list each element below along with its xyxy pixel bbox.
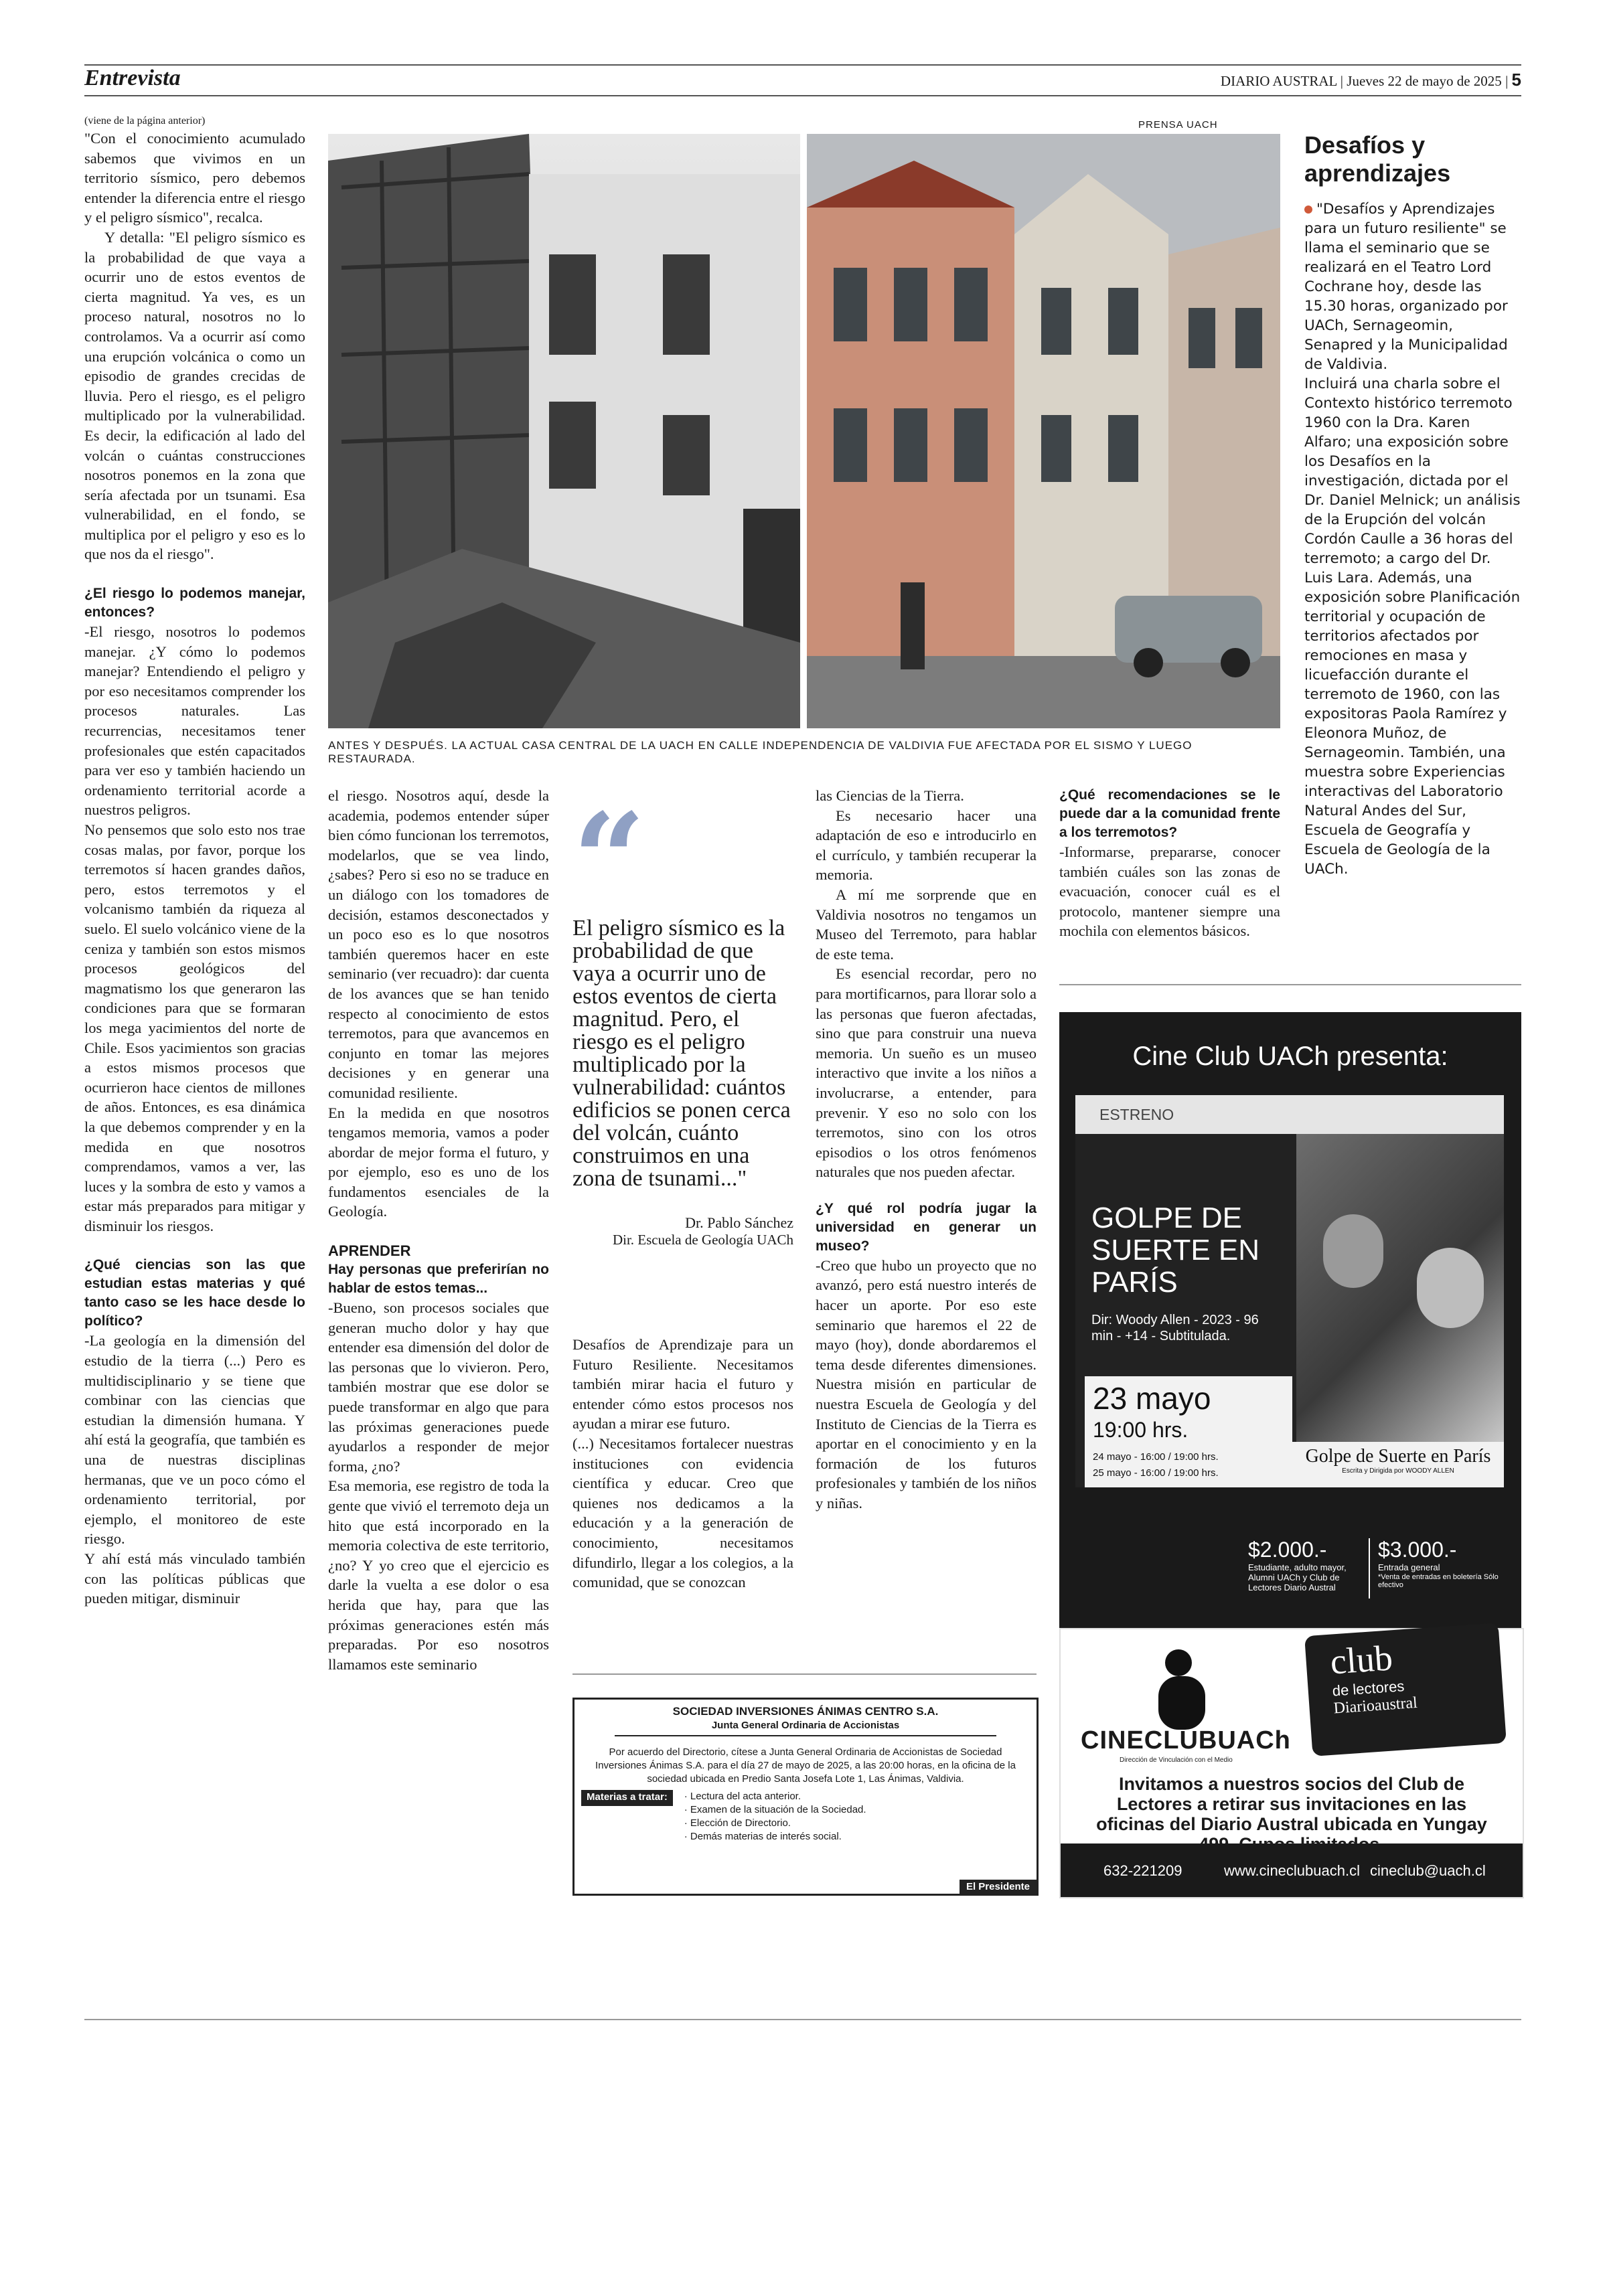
price-2-note: Entrada general: [1378, 1562, 1440, 1572]
cine-club-logo: CINECLUBUACh: [1081, 1726, 1291, 1754]
sidebar-paragraph: Incluirá una charla sobre el Contexto histórico terremoto 1960 con la Dra. Karen Alfaro; una exposición sobre los Desafíos en la investigación, dictada por el Dr. Daniel Melnick; un análisis de la Erupción del volcán Cordón Caulle a 36 horas del terremoto; a cargo del Dr. Luis Lara. Además, una exposición sobre Planificación territorial y ocupación de territorios afectados por remociones en masa y licuefacción durante el terremoto de 1960, con las expositoras Paola Ramírez y Eleonora Muñoz, de Sernageomin. También, una muestra sobre Experiencias interactivas del Laboratorio Natural Andes del Sur, Escuela de Geografía y Escuela de Geología de la UACh.: [1304, 376, 1521, 878]
actor-face-2: [1417, 1248, 1484, 1328]
notice-sign: El Presidente: [960, 1880, 1037, 1894]
actor-face-1: [1323, 1214, 1383, 1288]
article-column-3: [572, 1335, 793, 1592]
club-card-brand: Diarioaustral: [1332, 1694, 1418, 1718]
notice-item: · Lectura del acta anterior.: [690, 1790, 866, 1803]
film-camera-icon: [1152, 1649, 1219, 1736]
quote-text: El peligro sísmico es la probabilidad de que vaya a ocurrir uno de estos eventos de cierta magnitud. Pero, el riesgo es el peligro multiplicado por la vulnerabilidad: cuántos edificios se ponen cerca del volcán, cuánto construimos en una zona de tsunami...": [572, 916, 791, 1191]
screening-date: 23 mayo: [1093, 1381, 1211, 1416]
paragraph: -Creo que hubo un proyecto que no avanzó, pero está nuestro interés de hacer un aporte. Por eso este seminario que haremos el 22 de mayo (hoy), donde abordaremos el tema desde diferentes dimensiones. Nuestra misión en particular de nuestra Escuela de Geología y del Instituto de Ciencias de la Tierra es aportar en el conocimiento y en la formación de los futuros profesionales y también de los niños y niñas.: [816, 1256, 1037, 1511]
paragraph: el riesgo. Nosotros aquí, desde la academia, podemos entender súper bien cómo funcionan los terremotos, modelarlos, que se vea lindo, ¿sabes? Pero si eso no se traduce en un diálogo con los tomadores de decisión, estamos desconectados y un poco eso es lo que nosotros también queremos hacer en este seminario (ver recuadro): dar cuenta de los avances que se han tenido respecto al conocimiento de estos terremotos, para que avancemos en conjunto en tomar las mejores decisiones y en generar una comunidad resiliente.: [328, 787, 549, 1101]
paragraph: -La geología en la dimensión del estudio de la tierra (...) Pero es multidisciplinario y se tiene que combinar con las ciencias que estudian la dimensión humana. Y ahí está la geografía, que también es una de nuestras disciplinas hermanas, que ve un poco cómo el ordenamiento territorial, por ejemplo, el monitoreo de este riesgo.: [84, 1332, 305, 1548]
paragraph: Es necesario hacer una adaptación de eso e introducirlo en el currículo, y también recuperar la memoria.: [816, 807, 1037, 884]
paragraph: "Con el conocimiento acumulado sabemos que vivimos en un territorio sísmico, pero debemos entender la diferencia entre el riesgo y el peligro sísmico", recalca.: [84, 130, 305, 226]
paper-name: DIARIO AUSTRAL: [1220, 73, 1337, 89]
screening-extra: 25 mayo - 16:00 / 19:00 hrs.: [1093, 1467, 1219, 1479]
contact-web: www.cineclubuach.cl: [1224, 1862, 1360, 1879]
notice-item: · Demás materias de interés social.: [690, 1830, 866, 1843]
subheading: APRENDER: [328, 1242, 411, 1260]
paragraph: En la medida en que nosotros tengamos memoria, vamos a poder abordar de mejor forma el futuro, y por ejemplo, eso es uno de los fundamentos esenciales de la Geología.: [328, 1104, 549, 1220]
cine-club-ad: [1059, 1012, 1521, 1628]
price-2: $3.000.-: [1378, 1538, 1457, 1562]
sidebar-text: "Desafíos y Aprendizajes para un futuro resiliente" se llama el seminario que se realizará en el Teatro Lord Cochrane hoy, desde las 15.30 horas, organizado por UACh, Sernageomin, Senapred y la Municipalidad de Valdivia.: [1304, 201, 1508, 373]
screening-time: 19:00 hrs.: [1093, 1418, 1189, 1442]
sidebar-paragraph: [1304, 199, 1521, 374]
before-photo-image: [328, 134, 800, 728]
paragraph: Y detalla: "El peligro sísmico es la probabilidad de que vaya a ocurrir uno de estos eventos de cierta magnitud. Ya ves, es un proceso natural, nosotros no lo controlamos. Va a ocurrir así como una erupción volcánica o como un episodio de grandes crecidas de lluvia. Pero el riesgo, es el peligro multiplicado por la vulnerabilidad. Es decir, la edificación al lado del volcán o cuántas construcciones nosotros ponemos en la zona que sería afectada por un tsunami. Esa vulnerabilidad, en el fondo, se multiplica por el peligro y eso es lo que nos da el riesgo".: [84, 228, 305, 563]
poster-title: Golpe de Suerte en París: [1305, 1446, 1491, 1467]
estreno-band: [1075, 1095, 1504, 1134]
bullet-icon: [1304, 206, 1312, 214]
masthead-info: DIARIO AUSTRAL | Jueves 22 de mayo de 2025 | 5: [1220, 70, 1521, 90]
paragraph: No pensemos que solo esto nos trae cosas malas, por favor, porque los terremotos sí hacen grandes daños, pero, estos terremotos y el volcanismo también da riqueza al suelo. El suelo volcánico viene de la ceniza y también son estos mismos procesos geológicos del magmatismo los que generaron las condiciones para que se formaran los mega yacimientos del norte de Chile. Esos yacimientos son gracias a estos mismos procesos que ocurrieron hace cientos de millones de años. Entonces, es esa dinámica la que debemos comprender y en la medida en que nosotros comprendamos, vamos a ver, las luces y la sombra de esto y vamos a estar más preparados para mitigar y disminuir los riesgos.: [84, 821, 305, 1234]
film-photo: [1296, 1134, 1504, 1442]
quote-role: Dir. Escuela de Geología UACh: [612, 1232, 793, 1248]
interview-question: ¿Qué recomendaciones se le puede dar a la comunidad frente a los terremotos?: [1059, 787, 1280, 840]
paragraph: -El riesgo, nosotros lo podemos manejar. ¿Y cómo lo podemos manejar? Entendiendo el peligro y por eso necesitamos comprender los procesos naturales. Las recurrencias, necesitamos tener profesionales que estén capacitados para ver eso y también haciendo un ordenamiento territorial acorde a nuestros peligros.: [84, 623, 305, 819]
article-column-4: [816, 786, 1037, 1513]
club-card-title: club: [1328, 1637, 1394, 1682]
film-title: GOLPE DE SUERTE EN PARÍS: [1091, 1202, 1260, 1299]
interview-question: ¿Y qué rol podría jugar la universidad en generar un museo?: [816, 1200, 1037, 1254]
article-column-2: [328, 786, 549, 1674]
poster-director: Escrita y Dirigida por WOODY ALLEN: [1342, 1467, 1454, 1475]
screening-box: [1085, 1376, 1292, 1487]
sidebar-box: [1304, 131, 1521, 879]
paragraph: Es esencial recordar, pero no para mortificarnos, para llorar solo a las personas que fueron afectadas, sino que para construir una nueva memoria. Un sueño es un museo interactivo que invite a los niños a involucrarse, a entender, para prevenir. Y eso no solo con los terremotos, sino con los otros episodios o los otros fenómenos naturales que nos pueden afectar.: [816, 965, 1037, 1181]
section-title: Entrevista: [84, 66, 181, 90]
notice-body: Por acuerdo del Directorio, cítese a Junta General Ordinaria de Accionistas de Sociedad Inversiones Ánimas S.A. para el día 27 de mayo de 2025, a las 20:00 horas, en la oficina de la sociedad ubicada en Predio Santa Josefa Lote 1, Las Ánimas, Valdivia.: [595, 1746, 1016, 1785]
invite-text: Invitamos a nuestros socios del Club de Lectores a retirar sus invitaciones en las oficinas del Diario Austral ubicada en Yungay: [1096, 1774, 1487, 1834]
paragraph: -Bueno, son procesos sociales que generan mucho dolor y hay que entender esa dimensión del dolor de las personas que lo vivieron. Pero, también mostrar que ese dolor se puede transformar en algo que para las próximas generaciones puede ayudarlos a responder de mejor forma, ¿no?: [328, 1299, 549, 1475]
notice-items: [581, 1790, 1037, 1843]
paragraph: A mí me sorprende que en Valdivia nosotros no tengamos un Museo del Terremoto, para hablar de este tema.: [816, 886, 1037, 963]
poster-title-box: [1292, 1442, 1504, 1487]
club-card-sub: de lectores: [1332, 1677, 1405, 1700]
ad-poster: [1075, 1095, 1504, 1487]
notice-materias-label: Materias a tratar:: [581, 1790, 673, 1806]
after-photo: [807, 134, 1280, 728]
sidebar-title: Desafíos y aprendizajes: [1304, 131, 1451, 187]
quote-author: Dr. Pablo Sánchez: [685, 1214, 793, 1231]
contact-email: cineclub@uach.cl: [1370, 1862, 1486, 1879]
photo-credit: PRENSA UACH: [1138, 119, 1218, 131]
sidebar-rule: [1059, 984, 1521, 985]
paragraph: las Ciencias de la Tierra.: [816, 787, 964, 804]
contact-phone: 632-221209: [1103, 1862, 1182, 1879]
notice-company: SOCIEDAD INVERSIONES ÁNIMAS CENTRO S.A.: [672, 1705, 939, 1718]
pull-quote: [572, 785, 793, 1248]
header-rule: [84, 95, 1521, 96]
notice-list: [673, 1790, 866, 1843]
club-lectores-card: [1304, 1623, 1507, 1756]
interview-question: ¿El riesgo lo podemos manejar, entonces?: [84, 586, 305, 621]
issue-date: Jueves 22 de mayo de 2025: [1347, 73, 1502, 89]
header-rule-top: [84, 64, 1521, 66]
article-column-5: [1059, 786, 1280, 941]
footer-rule: [84, 2019, 1521, 2020]
notice-item: · Examen de la situación de la Sociedad.: [690, 1803, 866, 1817]
contact-bar: [1061, 1843, 1523, 1897]
article-column-1: [84, 114, 305, 1609]
interview-question: Hay personas que preferirían no hablar de estos temas...: [328, 1262, 549, 1297]
before-photo: [328, 134, 800, 728]
cine-club-lower: [1059, 1628, 1524, 1898]
quote-mark-icon: “: [572, 785, 646, 934]
ad-heading: Cine Club UACh presenta:: [1132, 1042, 1448, 1071]
paragraph: Y ahí está más vinculado también con las políticas públicas que pueden mitigar, disminuir: [84, 1550, 305, 1607]
notice-item: · Elección de Directorio.: [690, 1817, 866, 1830]
legal-notice: [572, 1698, 1039, 1896]
screening-extra: 24 mayo - 16:00 / 19:00 hrs.: [1093, 1451, 1219, 1463]
page-number: 5: [1511, 70, 1521, 90]
estreno-label: ESTRENO: [1099, 1106, 1174, 1123]
photo-caption: ANTES Y DESPUÉS. LA ACTUAL CASA CENTRAL DE LA UACH EN CALLE INDEPENDENCIA DE VALDIVIA FUE AFECTADA POR EL SISMO Y LUEGO RESTAURADA.: [328, 739, 1193, 765]
paragraph: Esa memoria, ese registro de toda la gente que vivió el terremoto deja un hito que está incorporado en la memoria colectiva de este territorio, ¿no? Y yo creo que el ejercicio es darle la vuelta a ese dolor o esa herida que hay, para que las próximas generaciones estén más preparadas. Por eso nosotros llamamos este seminario: [328, 1477, 549, 1673]
price-2-note-sub: *Venta de entradas en boletería Sólo efectivo: [1378, 1573, 1499, 1589]
continued-note: (viene de la página anterior): [84, 115, 206, 127]
column-divider: [572, 1673, 1037, 1675]
price-1: $2.000.-: [1248, 1538, 1327, 1562]
interview-question: ¿Qué ciencias son las que estudian estas materias y qué tanto caso se les hace desde lo político?: [84, 1257, 305, 1329]
notice-subtitle: Junta General Ordinaria de Accionistas: [615, 1720, 996, 1736]
paragraph: Desafíos de Aprendizaje para un Futuro Resiliente. Necesitamos también mirar hacia el futuro y entender cómo estos procesos nos ayudan a mirar ese futuro.: [572, 1336, 793, 1432]
price-divider: [1369, 1538, 1370, 1598]
cine-club-logo-sub: Dirección de Vinculación con el Medio: [1120, 1756, 1233, 1764]
after-photo-image: [807, 134, 1280, 728]
price-1-note: Estudiante, adulto mayor, Alumni UACh y Club de Lectores Diario Austral: [1248, 1562, 1347, 1592]
paragraph: -Informarse, prepararse, conocer también cuáles son las zonas de evacuación, conocer cuál es el protocolo, mantener siempre una mochila con elementos básicos.: [1059, 843, 1280, 940]
paragraph: (...) Necesitamos fortalecer nuestras instituciones con evidencia científica y educar. Creo que quienes nos dedicamos a la educación y a la generación de conocimiento, necesitamos difundirlo, llegar a los colegios, a la comunidad, que se conozcan: [572, 1434, 793, 1591]
film-details: Dir: Woody Allen - 2023 - 96 min - +14 - Subtitulada.: [1091, 1313, 1259, 1343]
